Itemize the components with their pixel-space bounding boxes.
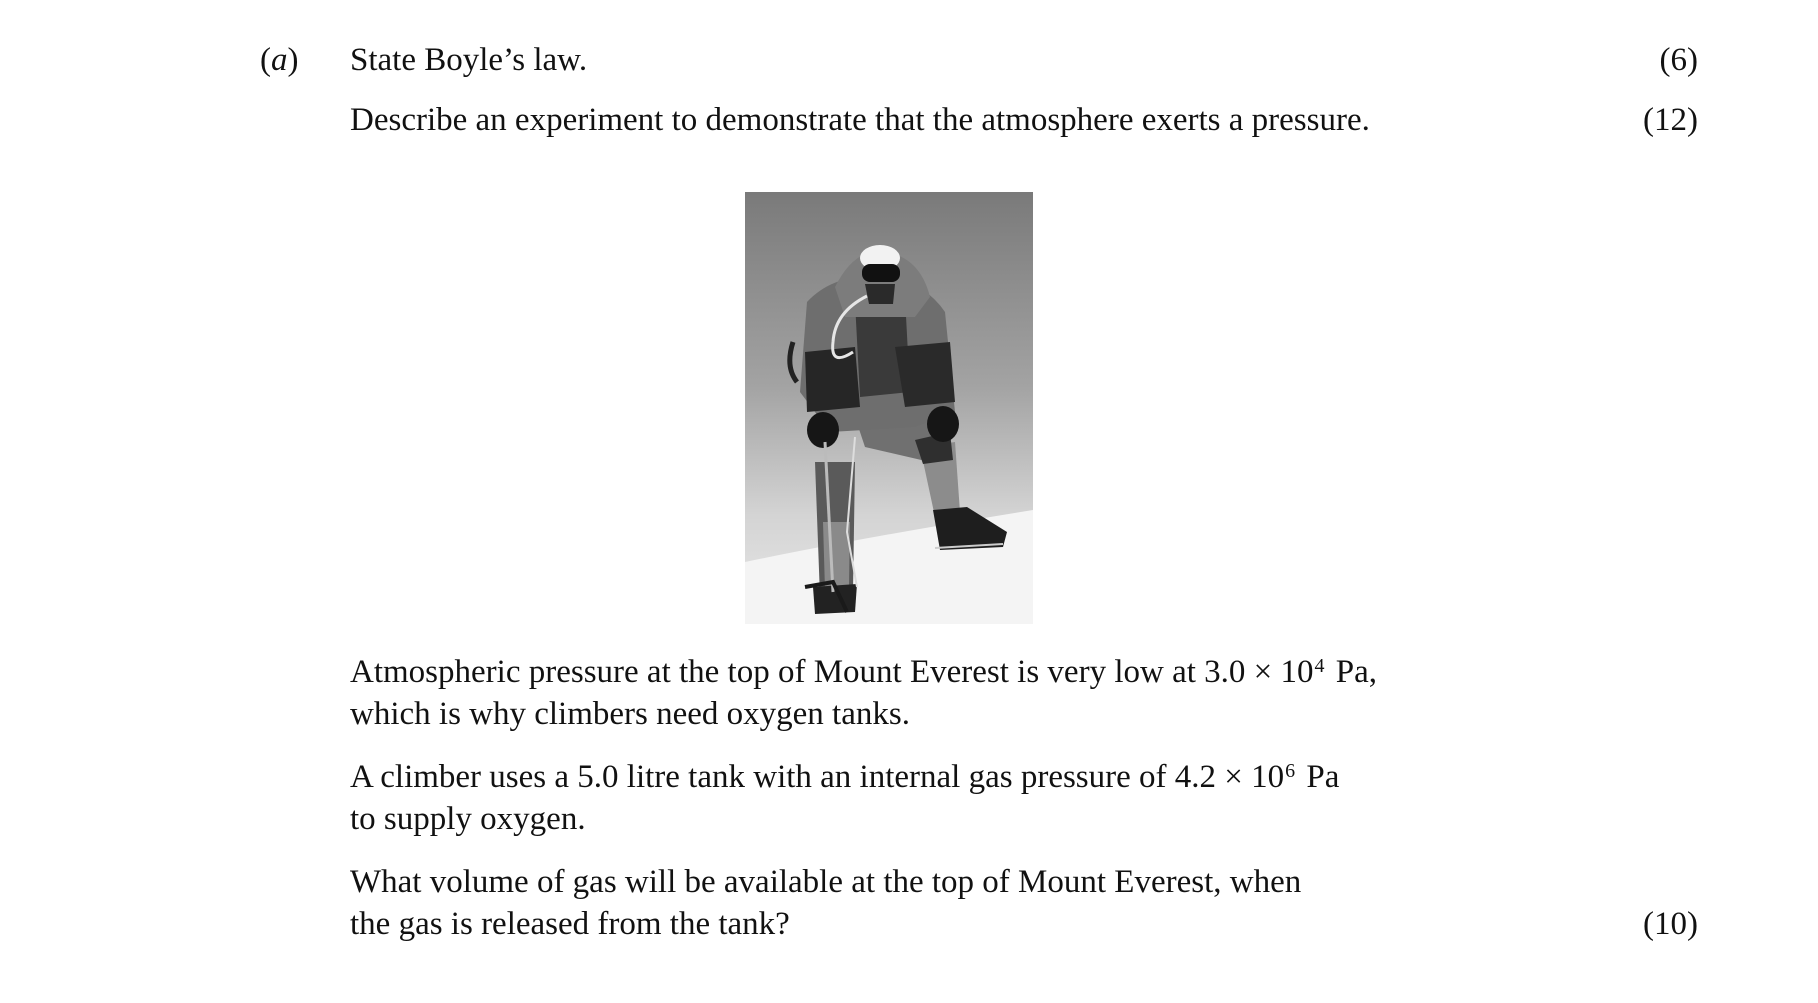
part-label-open: ( — [260, 42, 271, 78]
paragraph-atmospheric-pressure-line1 — [350, 652, 1377, 692]
climber-illustration-icon — [745, 192, 1033, 624]
climber-photo — [745, 192, 1033, 624]
text-segment: A climber uses a 5.0 litre tank with an internal gas pressure of 4.2 × 10 — [350, 759, 1285, 795]
marks-6: (6) — [1659, 42, 1698, 78]
paragraph-volume-question-line1: What volume of gas will be available at the top of Mount Everest, when — [350, 864, 1302, 900]
part-label-close: ) — [287, 42, 299, 78]
marks-10: (10) — [1643, 906, 1698, 942]
exponent: 4 — [1314, 655, 1325, 677]
paragraph-atmospheric-pressure-line2: which is why climbers need oxygen tanks. — [350, 696, 910, 732]
text-segment: Pa — [1298, 759, 1340, 795]
marks-12: (12) — [1643, 102, 1698, 138]
paragraph-volume-question-line2: the gas is released from the tank? — [350, 906, 790, 942]
paragraph-tank-line2: to supply oxygen. — [350, 801, 586, 837]
text-segment: Pa, — [1327, 654, 1377, 690]
part-letter: a — [271, 42, 288, 78]
text-segment: Atmospheric pressure at the top of Mount Everest is very low at 3.0 × 10 — [350, 654, 1314, 690]
exponent: 6 — [1285, 760, 1296, 782]
question-state-boyles-law: State Boyle’s law. — [350, 42, 588, 78]
paragraph-tank-line1 — [350, 757, 1339, 797]
question-describe-experiment: Describe an experiment to demonstrate that the atmosphere exerts a pressure. — [350, 102, 1370, 138]
part-label — [260, 40, 299, 80]
